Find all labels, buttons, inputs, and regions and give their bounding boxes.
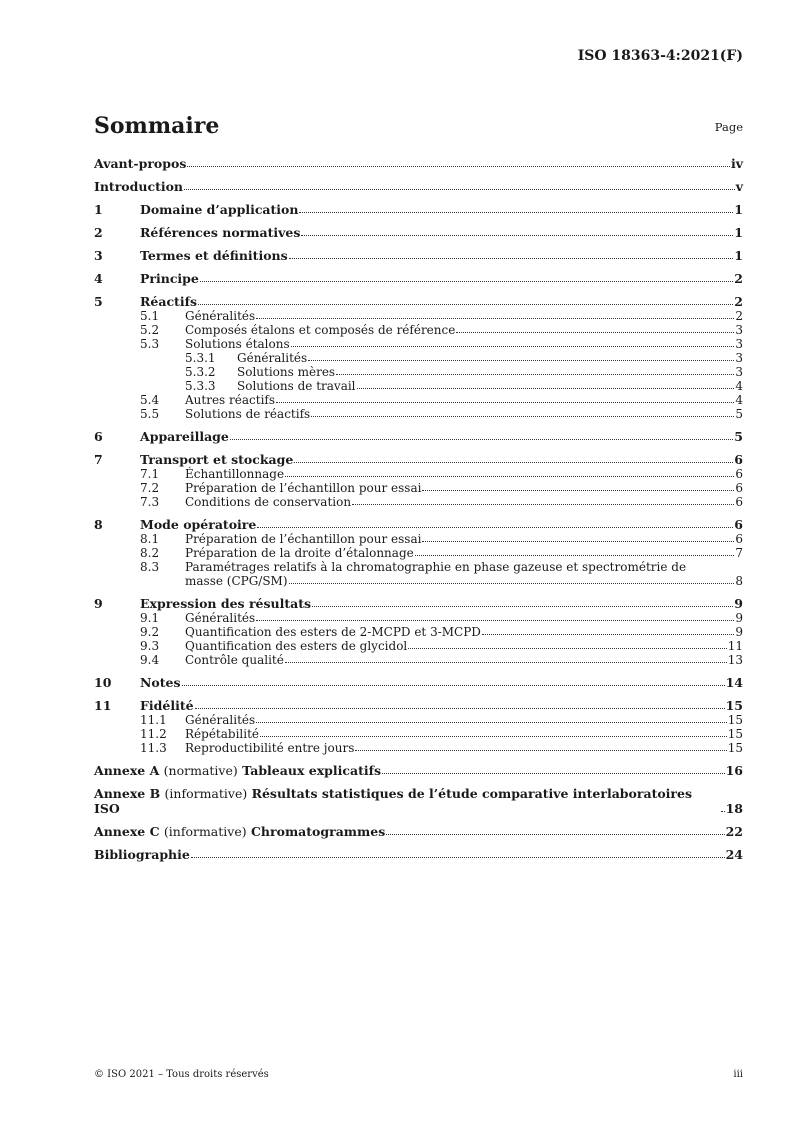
toc-page: 1 [734,225,743,240]
toc-entry-9-4[interactable] [94,653,743,667]
toc-number: 7.1 [140,467,160,481]
toc-annex-title [94,786,720,816]
toc-number: 5.3 [140,337,160,351]
toc-label: Appareillage [140,429,229,444]
table-of-contents [94,154,743,862]
toc-page: 1 [734,202,743,217]
toc-entry-annex-a[interactable] [94,763,743,778]
toc-entry-11-1[interactable] [94,713,743,727]
toc-annex-title [94,763,381,778]
toc-number: 5.3.1 [185,351,216,365]
toc-page: 7 [735,546,743,560]
toc-label-line1: Paramétrages relatifs à la chromatographie en phase gazeuse et spectrométrie de [185,560,687,574]
toc-leader [256,722,727,723]
toc-number: 9.3 [140,639,160,653]
page-title: Sommaire [94,113,220,139]
toc-number: 9 [94,596,103,611]
footer-copyright: © ISO 2021 – Tous droits réservés [94,1069,269,1080]
toc-entry-9-1[interactable] [94,611,743,625]
toc-entry-4[interactable] [94,271,743,286]
toc-number: 11.3 [140,741,167,755]
toc-page: 6 [735,481,743,495]
toc-label: Principe [140,271,199,286]
toc-entry-avant-propos[interactable] [94,156,743,171]
toc-leader [294,462,733,463]
toc-page: 15 [727,713,743,727]
toc-label-line2: masse (CPG/SM) [185,574,288,588]
toc-leader [357,388,735,389]
toc-number: 7.3 [140,495,160,509]
toc-label: Reproductibilité entre jours [185,741,355,755]
toc-entry-8-2[interactable] [94,546,743,560]
toc-leader [184,189,735,190]
toc-page: 16 [725,763,743,778]
toc-leader [382,773,725,774]
toc-label: Généralités [185,309,256,323]
toc-entry-1[interactable] [94,202,743,217]
toc-label: Préparation de l’échantillon pour essai [185,532,422,546]
toc-label: Préparation de la droite d’étalonnage [185,546,414,560]
toc-leader [256,620,734,621]
toc-label: Expression des résultats [140,596,312,611]
toc-number: 8.1 [140,532,160,546]
toc-page: iv [730,156,743,171]
toc-entry-8-1[interactable] [94,532,743,546]
toc-entry-7-1[interactable] [94,467,743,481]
annex-label: Résultats statistiques de l’étude comparative interlaboratoires ISO [94,786,692,816]
toc-entry-8-3[interactable] [94,560,743,588]
toc-entry-5-3-3[interactable] [94,379,743,393]
toc-number: 8.3 [140,560,160,574]
toc-entry-5[interactable] [94,294,743,309]
toc-page: 9 [734,596,743,611]
toc-number: 10 [94,675,112,690]
toc-entry-7[interactable] [94,452,743,467]
toc-entry-9-2[interactable] [94,625,743,639]
toc-leader [301,235,733,236]
toc-entry-annex-c[interactable] [94,824,743,839]
toc-label: Solutions étalons [185,337,290,351]
annex-label: Tableaux explicatifs [242,763,382,778]
toc-entry-9[interactable] [94,596,743,611]
toc-label: Fidélité [140,698,194,713]
toc-leader [422,541,734,542]
toc-leader [456,332,734,333]
annex-prefix: Annexe C [94,824,160,839]
toc-entry-7-3[interactable] [94,495,743,509]
toc-label: Quantification des esters de 2-MCPD et 3-MCPD [185,625,481,639]
toc-page: 9 [735,611,743,625]
toc-label: Domaine d’application [140,202,299,217]
toc-leader [355,750,726,751]
toc-leader [311,416,734,417]
toc-page: 4 [735,393,743,407]
toc-number: 2 [94,225,103,240]
toc-number: 7 [94,452,103,467]
toc-number: 3 [94,248,103,263]
toc-leader [299,212,733,213]
toc-number: 7.2 [140,481,160,495]
toc-number: 11 [94,698,112,713]
toc-leader [230,439,733,440]
toc-entry-5-5[interactable] [94,407,743,421]
toc-number: 5.3.2 [185,365,216,379]
toc-entry-11[interactable] [94,698,743,713]
toc-page: 4 [735,379,743,393]
toc-leader [422,490,734,491]
toc-label: Transport et stockage [140,452,294,467]
toc-leader [191,857,725,858]
toc-leader [200,281,733,282]
toc-number: 5.5 [140,407,160,421]
toc-page: 1 [734,248,743,263]
toc-leader [482,634,734,635]
toc-label: Réactifs [140,294,197,309]
annex-type: (normative) [163,763,238,778]
toc-page: 6 [734,517,743,532]
toc-page: 5 [735,407,743,421]
toc-page: 6 [735,467,743,481]
toc-page: 3 [735,323,743,337]
toc-entry-3[interactable] [94,248,743,263]
toc-leader [256,318,734,319]
toc-entry-7-2[interactable] [94,481,743,495]
toc-label: Solutions de réactifs [185,407,311,421]
toc-leader [408,648,726,649]
toc-leader [336,374,734,375]
toc-entry-11-3[interactable] [94,741,743,755]
toc-label: Références normatives [140,225,301,240]
toc-label: Préparation de l’échantillon pour essai [185,481,422,495]
annex-type: (informative) [164,786,248,801]
toc-number: 8.2 [140,546,160,560]
toc-label: Termes et définitions [140,248,288,263]
toc-number: 1 [94,202,103,217]
toc-entry-11-2[interactable] [94,727,743,741]
toc-entry-6[interactable] [94,429,743,444]
toc-label: Généralités [185,713,256,727]
toc-page: 24 [725,847,743,862]
toc-number: 4 [94,271,103,286]
annex-prefix: Annexe B [94,786,161,801]
toc-entry-5-3[interactable] [94,337,743,351]
toc-page: 6 [735,532,743,546]
toc-label: Notes [140,675,181,690]
toc-label: Solutions mères [237,365,336,379]
toc-entry-9-3[interactable] [94,639,743,653]
toc-page: 15 [725,698,743,713]
toc-page: 15 [727,741,743,755]
toc-label: Solutions de travail [237,379,356,393]
toc-entry-8[interactable] [94,517,743,532]
toc-label: Bibliographie [94,847,190,862]
toc-entry-annex-b[interactable] [94,786,743,816]
toc-page: 3 [735,365,743,379]
toc-page: 18 [725,801,743,816]
toc-label: Conditions de conservation [185,495,352,509]
toc-number: 11.2 [140,727,167,741]
toc-leader [308,360,734,361]
toc-page: 22 [725,824,743,839]
toc-number: 5.2 [140,323,160,337]
toc-leader [352,504,734,505]
toc-entry-bibliographie[interactable] [94,847,743,862]
toc-label: Quantification des esters de glycidol [185,639,408,653]
toc-leader [187,166,730,167]
page-column-label: Page [714,120,743,134]
toc-page: 13 [727,653,743,667]
toc-leader [289,583,735,584]
toc-number: 8 [94,517,103,532]
toc-number: 9.2 [140,625,160,639]
toc-page: 6 [735,495,743,509]
toc-page: 11 [727,639,743,653]
toc-leader [285,476,734,477]
toc-number: 9.1 [140,611,160,625]
toc-page: 9 [735,625,743,639]
toc-leader [198,304,733,305]
footer-page-number: iii [733,1069,743,1080]
toc-entry-10[interactable] [94,675,743,690]
toc-page: 3 [735,337,743,351]
toc-page: 14 [725,675,743,690]
toc-entry-2[interactable] [94,225,743,240]
toc-page: 2 [734,294,743,309]
toc-label: Généralités [185,611,256,625]
toc-label: Composés étalons et composés de référence [185,323,456,337]
toc-leader [285,662,727,663]
toc-page: 6 [734,452,743,467]
annex-prefix: Annexe A [94,763,160,778]
toc-label: Introduction [94,179,184,194]
toc-leader [415,555,735,556]
toc-label: Contrôle qualité [185,653,284,667]
toc-number: 9.4 [140,653,160,667]
toc-leader [276,402,734,403]
toc-number: 11.1 [140,713,167,727]
toc-leader [386,834,724,835]
toc-entry-5-1[interactable] [94,309,743,323]
toc-entry-5-2[interactable] [94,323,743,337]
toc-label: Autres réactifs [185,393,275,407]
toc-entry-introduction[interactable] [94,179,743,194]
toc-page: 15 [727,727,743,741]
toc-number: 5.1 [140,309,160,323]
toc-entry-5-3-1[interactable] [94,351,743,365]
toc-page: 3 [735,351,743,365]
toc-leader [260,736,727,737]
toc-page: v [735,179,743,194]
toc-leader [195,708,725,709]
toc-page: 8 [735,574,743,588]
toc-page: 2 [734,271,743,286]
toc-entry-5-3-2[interactable] [94,365,743,379]
annex-type: (informative) [163,824,247,839]
toc-leader [721,811,725,812]
toc-leader [257,527,733,528]
toc-page: 2 [735,309,743,323]
toc-leader [289,258,734,259]
toc-leader [312,606,733,607]
toc-number: 5 [94,294,103,309]
toc-label: Avant-propos [94,156,187,171]
toc-page: 5 [734,429,743,444]
toc-annex-title [94,824,385,839]
annex-label: Chromatogrammes [250,824,386,839]
toc-entry-5-4[interactable] [94,393,743,407]
toc-label: Répétabilité [185,727,260,741]
toc-leader [182,685,725,686]
toc-number: 6 [94,429,103,444]
toc-label: Généralités [237,351,308,365]
toc-label: Mode opératoire [140,517,257,532]
toc-label: Échantillonnage [185,467,285,481]
document-id: ISO 18363-4:2021(F) [577,48,743,64]
toc-number: 5.4 [140,393,160,407]
toc-number: 5.3.3 [185,379,216,393]
toc-leader [291,346,735,347]
